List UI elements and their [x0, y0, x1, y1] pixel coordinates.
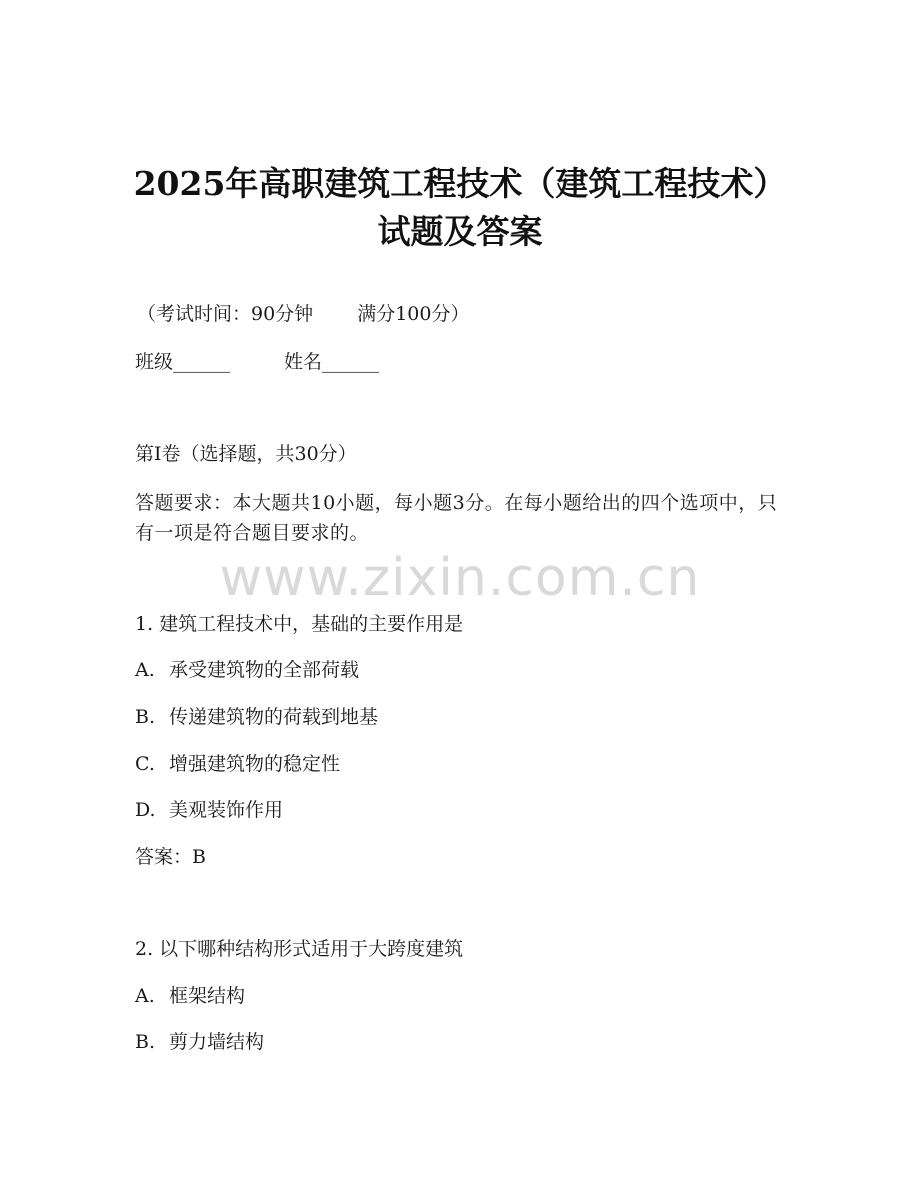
- question-stem: 2. 以下哪种结构形式适用于大跨度建筑: [135, 938, 464, 960]
- question-option: [135, 984, 245, 1008]
- option-text: 美观装饰作用: [169, 799, 284, 821]
- question-option: [135, 752, 340, 776]
- option-text: 增强建筑物的稳定性: [169, 753, 341, 775]
- option-label: D.: [135, 799, 156, 821]
- question-answer: 答案：B: [135, 846, 206, 868]
- name-field-label: 姓名______: [284, 351, 380, 373]
- option-label: A.: [135, 659, 155, 681]
- option-label: C.: [135, 753, 155, 775]
- question-option: [135, 1030, 264, 1054]
- option-text: 框架结构: [169, 985, 246, 1007]
- instructions: 答题要求：本大题共10小题，每小题3分。在每小题给出的四个选项中，只有一项是符合题目要求的。: [135, 492, 778, 544]
- question-stem: 1. 建筑工程技术中，基础的主要作用是: [135, 613, 464, 635]
- option-text: 传递建筑物的荷载到地基: [169, 706, 379, 728]
- exam-time: （考试时间：90分钟: [137, 303, 314, 325]
- class-field-label: 班级______: [135, 351, 231, 373]
- option-label: B.: [135, 1031, 156, 1053]
- question-option: [135, 705, 378, 729]
- document-title-line1: 2025年高职建筑工程技术（建筑工程技术）: [133, 164, 787, 203]
- option-text: 承受建筑物的全部荷载: [169, 659, 360, 681]
- class-name-row: [135, 350, 379, 374]
- full-score: 满分100分）: [357, 303, 470, 325]
- option-label: A.: [135, 985, 155, 1007]
- section-title: 第I卷（选择题，共30分）: [135, 443, 357, 465]
- exam-info: [137, 302, 469, 326]
- document-title-line2: 试题及答案: [377, 212, 543, 251]
- question-option: [135, 798, 283, 822]
- option-text: 剪力墙结构: [169, 1031, 265, 1053]
- watermark: www.zixin.com.cn: [219, 548, 701, 608]
- option-label: B.: [135, 706, 156, 728]
- question-option: [135, 658, 359, 682]
